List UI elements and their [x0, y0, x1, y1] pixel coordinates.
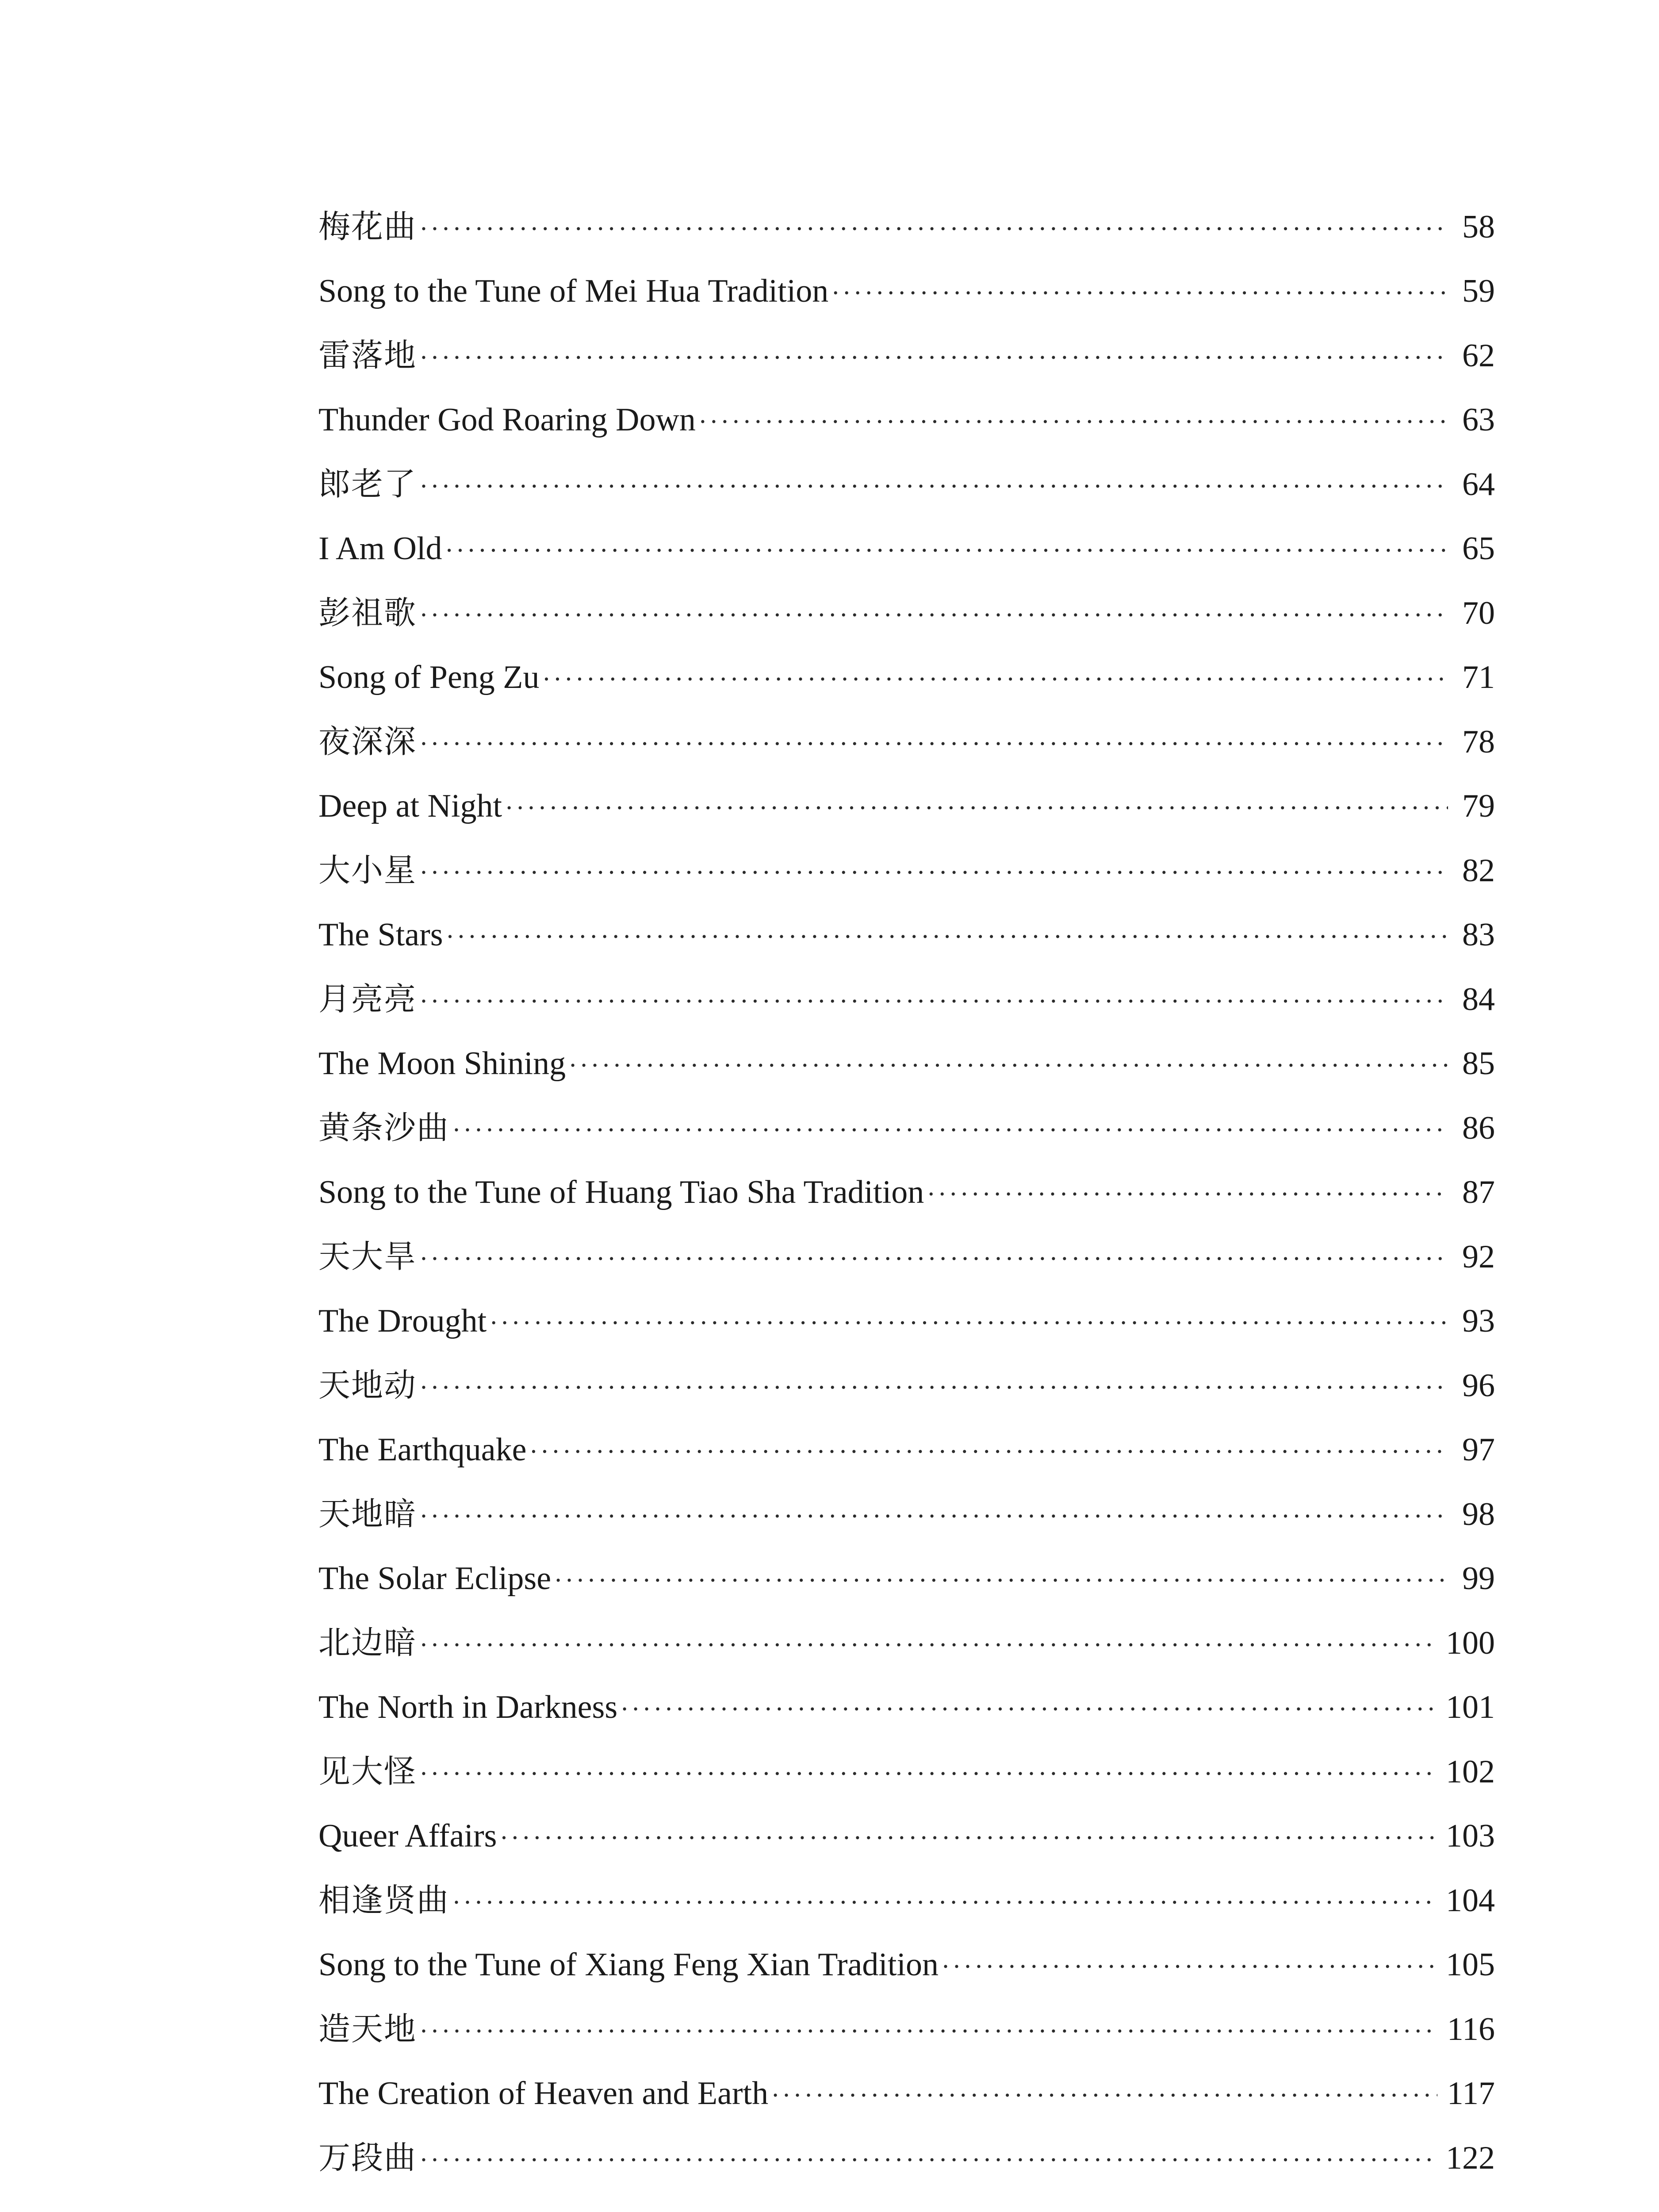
toc-entry-title: Queer Affairs [318, 1817, 497, 1854]
toc-entry [318, 1032, 1495, 1096]
toc-entry-page-number: 78 [1462, 724, 1495, 760]
toc-entry-title: 雷落地 [318, 337, 417, 374]
toc-entry [318, 1611, 1495, 1675]
toc-entry-page-number: 93 [1462, 1302, 1495, 1339]
dot-leader [452, 1870, 1436, 1935]
dot-leader [419, 1742, 1436, 1806]
toc-entry-page-number: 100 [1446, 1625, 1495, 1661]
toc-entry [318, 645, 1495, 710]
toc-entry-title: 彭祖歌 [318, 594, 417, 631]
dot-leader [419, 1613, 1436, 1678]
toc-entry-page-number: 63 [1462, 401, 1495, 438]
dot-leader [554, 1548, 1448, 1613]
toc-entry-page-number: 87 [1462, 1174, 1495, 1210]
toc-entry-title: The Moon Shining [318, 1045, 566, 1082]
toc-entry [318, 1804, 1495, 1869]
toc-entry-page-number: 103 [1446, 1817, 1495, 1854]
toc-entry [318, 1225, 1495, 1289]
toc-entry [318, 1482, 1495, 1547]
toc-entry [318, 1675, 1495, 1740]
toc-entry-title: 北边暗 [318, 1624, 417, 1661]
toc-entry-page-number: 83 [1462, 916, 1495, 953]
toc-entry-page-number: 65 [1462, 530, 1495, 567]
toc-entry [318, 1997, 1495, 2062]
toc-entry-title: The Earthquake [318, 1431, 527, 1468]
dot-leader [941, 1935, 1436, 1999]
toc-entry-page-number: 59 [1462, 273, 1495, 309]
toc-entry [318, 195, 1495, 259]
dot-leader [419, 1484, 1448, 1549]
toc-entry-title: 天地动 [318, 1367, 417, 1404]
toc-entry-page-number: 84 [1462, 981, 1495, 1018]
dot-leader [446, 905, 1448, 969]
dot-leader [927, 1162, 1448, 1227]
toc-entry-title: The Stars [318, 916, 443, 953]
dot-leader [452, 1098, 1448, 1163]
dot-leader [419, 2128, 1436, 2193]
toc-entry-title: The Creation of Heaven and Earth [318, 2075, 769, 2112]
table-of-contents [318, 195, 1495, 2190]
toc-entry-page-number: 92 [1462, 1239, 1495, 1275]
toc-entry-title: 郎老了 [318, 465, 417, 503]
dot-leader [620, 1677, 1436, 1742]
toc-entry-page-number: 101 [1446, 1689, 1495, 1725]
dot-leader [419, 841, 1448, 905]
toc-entry [318, 1289, 1495, 1354]
toc-entry-page-number: 86 [1462, 1110, 1495, 1146]
toc-entry-title: 黄条沙曲 [318, 1109, 450, 1146]
dot-leader [568, 1033, 1448, 1098]
dot-leader [771, 2063, 1437, 2128]
toc-entry-page-number: 116 [1447, 2011, 1495, 2047]
toc-entry-title: 夜深深 [318, 723, 417, 760]
toc-entry-page-number: 105 [1446, 1946, 1495, 1983]
toc-entry-page-number: 104 [1446, 1882, 1495, 1919]
dot-leader [542, 647, 1448, 712]
toc-entry [318, 259, 1495, 324]
toc-entry-title: The Solar Eclipse [318, 1560, 552, 1597]
dot-leader [419, 326, 1448, 390]
dot-leader [698, 390, 1448, 454]
toc-entry-page-number: 70 [1462, 595, 1495, 631]
toc-entry-page-number: 96 [1462, 1367, 1495, 1404]
toc-entry-title: 天地暗 [318, 1495, 417, 1532]
toc-entry [318, 838, 1495, 903]
toc-entry [318, 1933, 1495, 1997]
toc-entry [318, 967, 1495, 1032]
toc-entry [318, 1096, 1495, 1160]
dot-leader [419, 712, 1448, 776]
toc-entry-title: Deep at Night [318, 787, 502, 824]
toc-entry [318, 517, 1495, 581]
toc-entry [318, 1160, 1495, 1225]
toc-entry-page-number: 122 [1446, 2140, 1495, 2176]
toc-entry-title: The North in Darkness [318, 1689, 618, 1725]
toc-entry-title: 大小星 [318, 852, 417, 889]
toc-entry-title: 造天地 [318, 2010, 417, 2047]
dot-leader [505, 776, 1448, 841]
toc-entry [318, 1740, 1495, 1804]
toc-entry-title: Song to the Tune of Mei Hua Tradition [318, 273, 829, 309]
toc-entry [318, 1547, 1495, 1611]
dot-leader [419, 1999, 1437, 2064]
dot-leader [831, 261, 1448, 326]
toc-entry-page-number: 117 [1447, 2075, 1495, 2112]
toc-entry [318, 452, 1495, 517]
toc-entry [318, 1868, 1495, 1933]
toc-entry-title: 月亮亮 [318, 980, 417, 1018]
toc-entry [318, 1353, 1495, 1418]
toc-entry [318, 388, 1495, 453]
toc-entry-page-number: 98 [1462, 1496, 1495, 1532]
toc-entry-title: I Am Old [318, 530, 442, 567]
toc-entry-page-number: 62 [1462, 338, 1495, 374]
dot-leader [489, 1291, 1448, 1356]
toc-entry-title: Thunder God Roaring Down [318, 401, 696, 438]
toc-entry [318, 581, 1495, 645]
dot-leader [419, 583, 1448, 648]
toc-entry-title: 万段曲 [318, 2139, 417, 2176]
dot-leader [419, 197, 1448, 261]
toc-entry [318, 1418, 1495, 1482]
toc-entry-page-number: 58 [1462, 209, 1495, 245]
toc-entry-page-number: 97 [1462, 1431, 1495, 1468]
toc-entry-page-number: 85 [1462, 1045, 1495, 1082]
dot-leader [529, 1420, 1448, 1484]
toc-entry [318, 903, 1495, 968]
toc-entry-title: Song to the Tune of Huang Tiao Sha Tradition [318, 1174, 924, 1210]
dot-leader [419, 969, 1448, 1034]
toc-entry [318, 774, 1495, 839]
toc-entry-title: 天大旱 [318, 1238, 417, 1275]
toc-entry-title: The Drought [318, 1302, 487, 1339]
toc-entry-page-number: 102 [1446, 1754, 1495, 1790]
toc-entry-page-number: 71 [1462, 659, 1495, 695]
toc-entry-page-number: 64 [1462, 466, 1495, 503]
toc-entry [318, 323, 1495, 388]
toc-entry-page-number: 82 [1462, 853, 1495, 889]
dot-leader [499, 1806, 1436, 1870]
toc-entry [318, 710, 1495, 774]
dot-leader [419, 1227, 1448, 1291]
toc-entry-page-number: 99 [1462, 1560, 1495, 1597]
toc-entry-title: 梅花曲 [318, 208, 417, 245]
toc-entry-title: Song to the Tune of Xiang Feng Xian Tradition [318, 1946, 939, 1983]
toc-entry-title: 见大怪 [318, 1753, 417, 1790]
dot-leader [419, 1356, 1448, 1420]
toc-entry-title: Song of Peng Zu [318, 659, 540, 695]
toc-entry [318, 2062, 1495, 2126]
dot-leader [445, 518, 1448, 583]
toc-entry-title: 相逢贤曲 [318, 1882, 450, 1919]
dot-leader [419, 454, 1448, 519]
toc-entry [318, 2126, 1495, 2190]
toc-entry-page-number: 79 [1462, 787, 1495, 824]
